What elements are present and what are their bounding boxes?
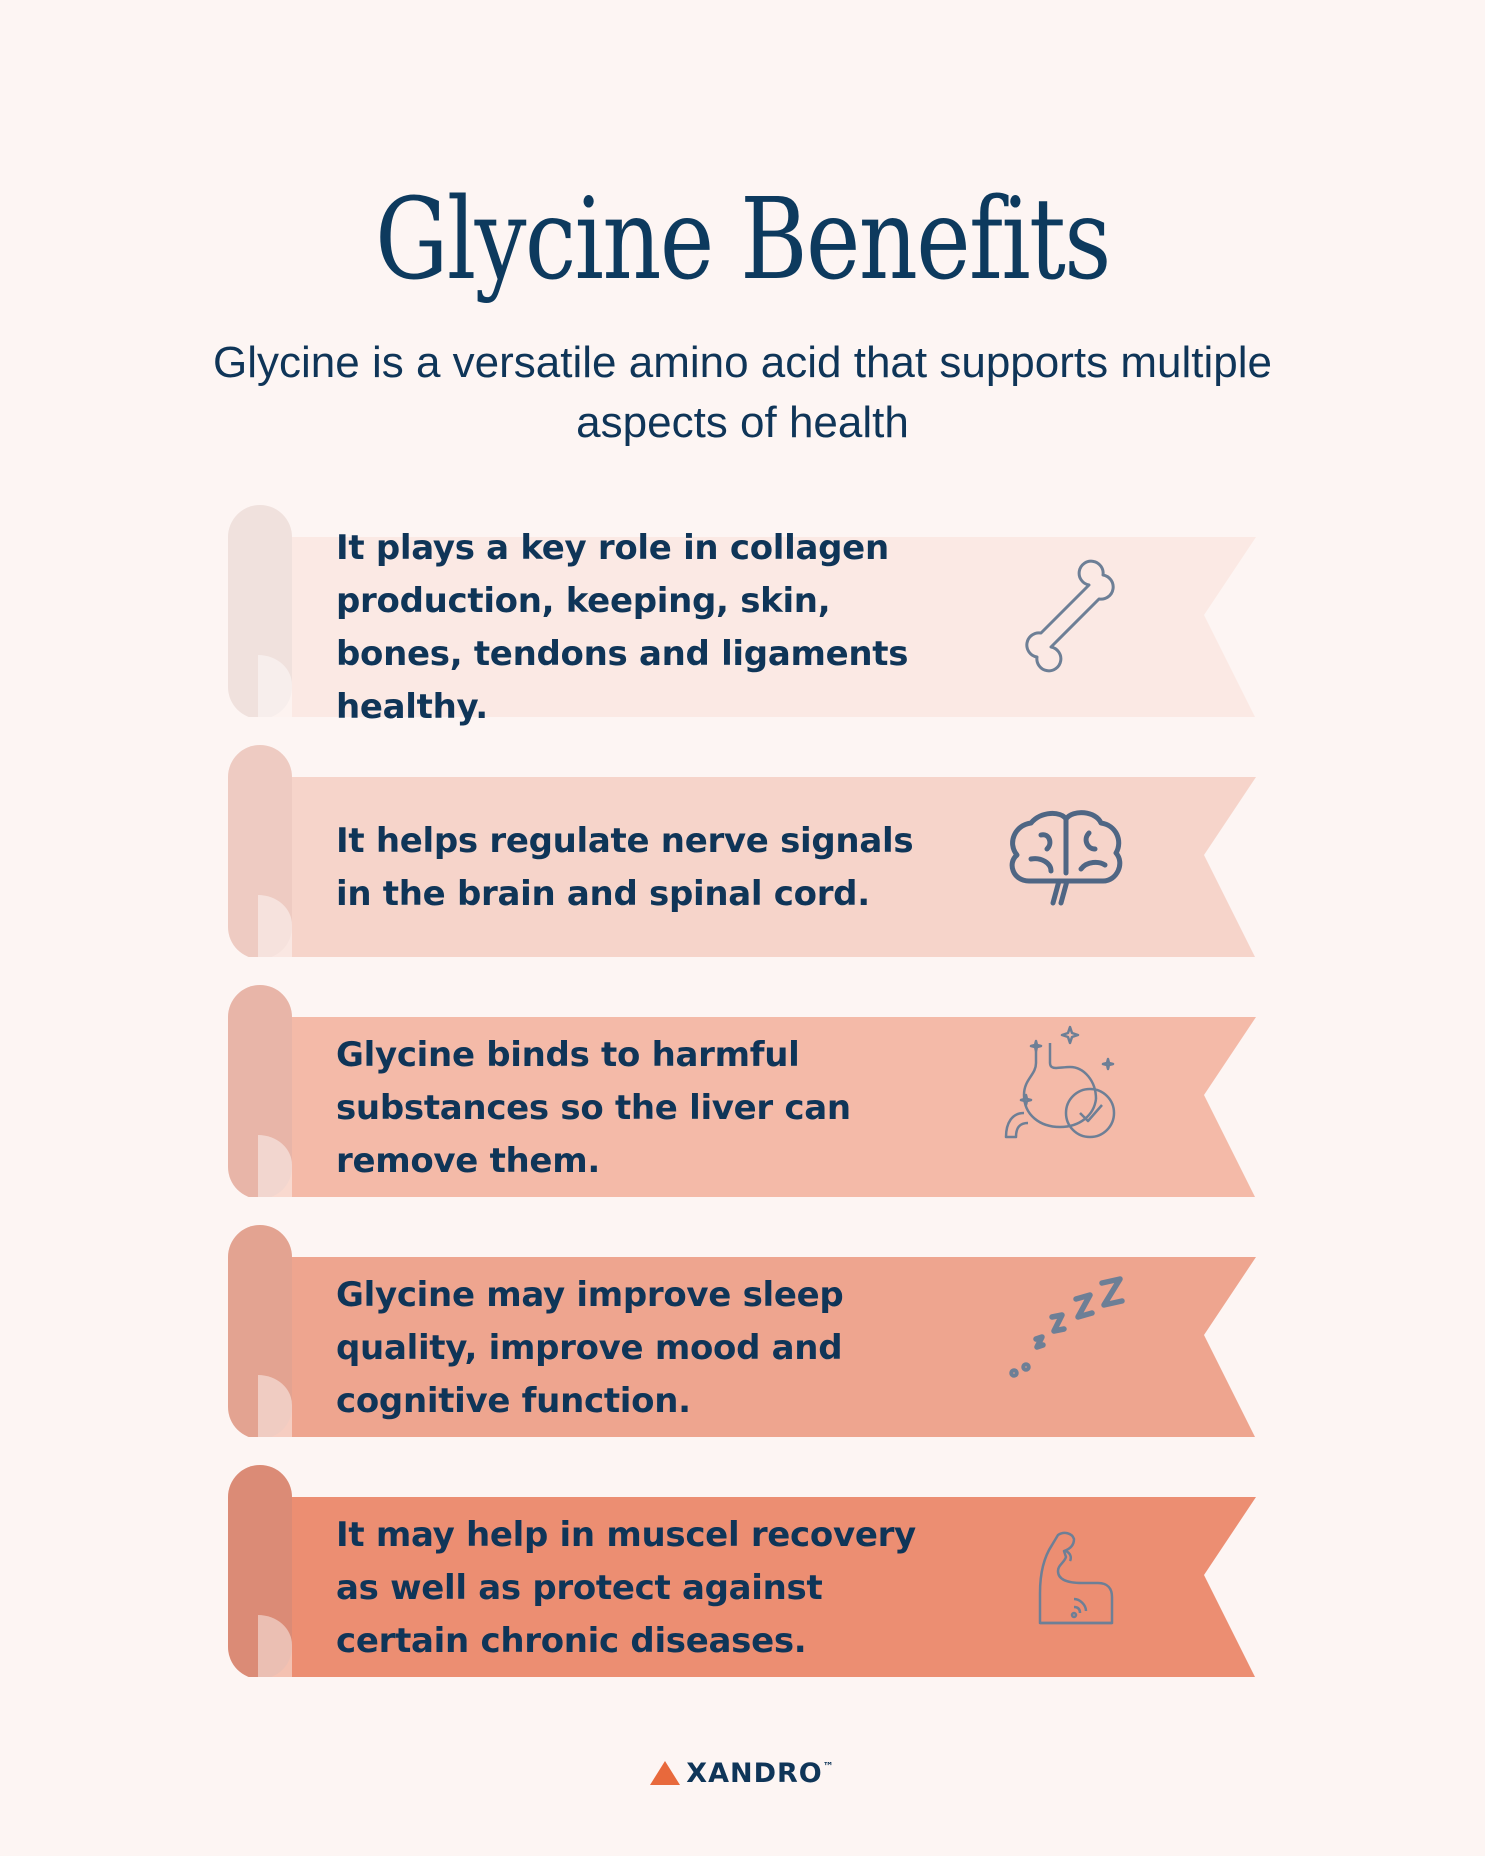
benefit-ribbon [228,1465,1256,1677]
benefit-text: It helps regulate nerve signals in the brain and spinal cord. [336,821,914,914]
benefit-text: Glycine binds to harmful substances so the liver can remove them. [336,1034,851,1181]
benefit-ribbon [228,1225,1256,1437]
bone-icon [1011,553,1131,678]
triangle-logo-icon [650,1761,680,1785]
page-subtitle: Glycine is a versatile amino acid that supports multiple aspects of health [213,338,1272,447]
stomach-icon [996,1023,1126,1158]
benefit-text: Glycine may improve sleep quality, improve mood and cognitive function. [336,1274,844,1421]
sleep-icon [1006,1265,1136,1400]
trademark: ™ [822,1760,835,1773]
muscle-icon [1018,1523,1128,1638]
benefit-ribbon [228,985,1256,1197]
benefit-text: It plays a key role in collagen production, keeping, skin, bones, tendons and ligaments healthy. [336,528,909,727]
benefit-ribbon [228,745,1256,957]
benefit-text: It may help in muscel recovery as well as protect against certain chronic diseases. [336,1514,916,1661]
benefit-ribbon [228,505,1256,727]
brand-name: XANDRO [686,1758,823,1789]
page-title: Glycine Benefits [375,175,1110,305]
brand-logo [0,1758,1485,1789]
brain-icon [1001,803,1131,918]
